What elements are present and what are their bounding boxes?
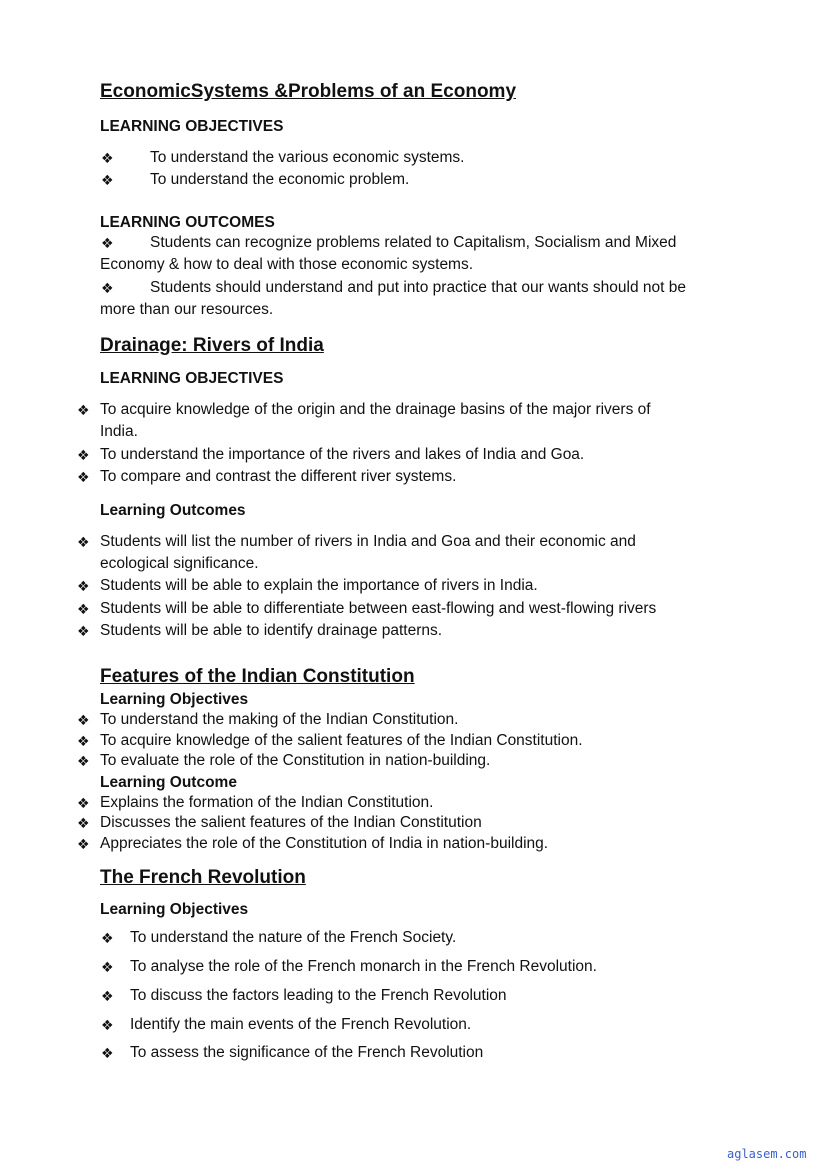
bullet-icon: ❖ [77, 733, 90, 749]
bullet-icon: ❖ [101, 930, 114, 946]
list-item-continuation: more than our resources. [100, 301, 274, 318]
list-item: To acquire knowledge of the origin and the drainage basins of the major rivers of [100, 401, 651, 418]
list-item: Explains the formation of the Indian Constitution. [100, 794, 434, 811]
bullet-icon: ❖ [77, 469, 90, 485]
list-item: Students will be able to explain the importance of rivers in India. [100, 577, 538, 594]
bullet-icon: ❖ [101, 1017, 114, 1033]
bullet-icon: ❖ [101, 150, 114, 166]
list-item: To discuss the factors leading to the French Revolution [130, 987, 507, 1004]
bullet-icon: ❖ [101, 235, 114, 251]
list-item: To evaluate the role of the Constitution in nation-building. [100, 752, 491, 769]
list-item: Students can recognize problems related to Capitalism, Socialism and Mixed [150, 234, 677, 251]
list-item: Students will list the number of rivers in India and Goa and their economic and [100, 533, 636, 550]
list-item: Appreciates the role of the Constitution of India in nation-building. [100, 835, 549, 852]
bullet-icon: ❖ [77, 712, 90, 728]
list-item-continuation: India. [100, 423, 138, 440]
objectives-heading: LEARNING OBJECTIVES [100, 370, 284, 387]
list-item-continuation: Economy & how to deal with those economic systems. [100, 256, 474, 273]
list-item: To assess the significance of the French Revolution [130, 1044, 484, 1061]
section-title-economic: EconomicSystems &Problems of an Economy [100, 81, 517, 102]
outcomes-heading: LEARNING OUTCOMES [100, 214, 275, 231]
bullet-icon: ❖ [77, 836, 90, 852]
bullet-icon: ❖ [101, 988, 114, 1004]
objectives-heading: Learning Objectives [100, 691, 249, 708]
list-item: Discusses the salient features of the Indian Constitution [100, 814, 482, 831]
outcomes-heading: Learning Outcomes [100, 502, 246, 519]
bullet-icon: ❖ [101, 280, 114, 296]
bullet-icon: ❖ [77, 623, 90, 639]
watermark: aglasem.com [727, 1147, 807, 1161]
section-title-constitution: Features of the Indian Constitution [100, 666, 415, 687]
bullet-icon: ❖ [77, 578, 90, 594]
bullet-icon: ❖ [77, 601, 90, 617]
list-item: To analyse the role of the French monarch in the French Revolution. [130, 958, 597, 975]
list-item: To understand the economic problem. [150, 171, 410, 188]
bullet-icon: ❖ [77, 402, 90, 418]
objectives-heading: Learning Objectives [100, 901, 249, 918]
bullet-icon: ❖ [77, 447, 90, 463]
list-item: To understand the importance of the rivers and lakes of India and Goa. [100, 446, 585, 463]
bullet-icon: ❖ [101, 1045, 114, 1061]
list-item: To understand the making of the Indian Constitution. [100, 711, 459, 728]
section-title-drainage: Drainage: Rivers of India [100, 335, 324, 356]
bullet-icon: ❖ [101, 959, 114, 975]
objectives-heading: LEARNING OBJECTIVES [100, 118, 284, 135]
bullet-icon: ❖ [77, 795, 90, 811]
list-item: To understand the various economic systems. [150, 149, 465, 166]
list-item: To acquire knowledge of the salient features of the Indian Constitution. [100, 732, 583, 749]
list-item: Students will be able to differentiate between east-flowing and west-flowing rivers [100, 600, 657, 617]
bullet-icon: ❖ [77, 753, 90, 769]
list-item: Students will be able to identify drainage patterns. [100, 622, 443, 639]
list-item: Identify the main events of the French Revolution. [130, 1016, 472, 1033]
list-item: To understand the nature of the French Society. [130, 929, 457, 946]
outcomes-heading: Learning Outcome [100, 774, 237, 791]
list-item-continuation: ecological significance. [100, 555, 259, 572]
bullet-icon: ❖ [101, 172, 114, 188]
section-title-french: The French Revolution [100, 867, 306, 888]
list-item: To compare and contrast the different river systems. [100, 468, 457, 485]
list-item: Students should understand and put into practice that our wants should not be [150, 279, 686, 296]
bullet-icon: ❖ [77, 815, 90, 831]
bullet-icon: ❖ [77, 534, 90, 550]
